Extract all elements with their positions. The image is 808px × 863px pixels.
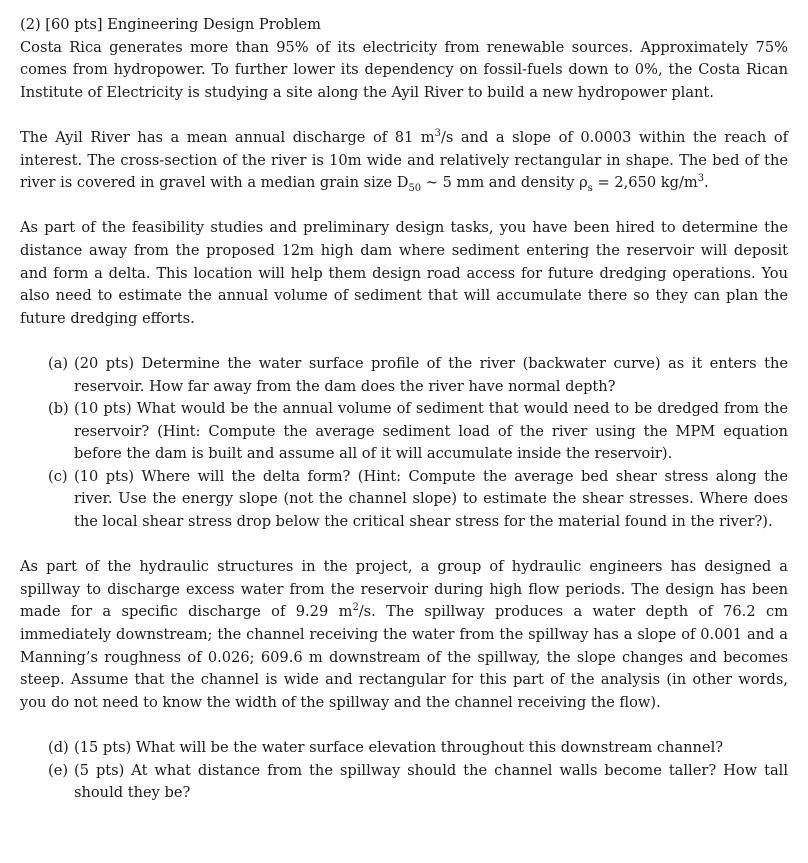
river-sub-2: s bbox=[587, 183, 593, 195]
question-text: (5 pts) At what distance from the spillway should the channel walls become taller? How tall should they be? bbox=[74, 761, 788, 802]
question-list-2 bbox=[20, 737, 788, 805]
question-text: (20 pts) Determine the water surface profile of the river (backwater curve) as it enters the reservoir. How far away from the dam does the river have normal depth? bbox=[74, 354, 788, 395]
question-text: (10 pts) Where will the delta form? (Hint: Compute the average bed shear stress along the river. Use the energy slope (not the channel slope) to estimate the shear stresses. Where does the local shear stress drop below the critical shear stress for the material found in the river?). bbox=[74, 467, 788, 531]
question-text: (10 pts) What would be the annual volume of sediment that would need to be dredged from the reservoir? (Hint: Compute the average sediment load of the river using the MPM equation before the dam is built and assume all of it will accumulate inside the reservoir). bbox=[74, 400, 788, 463]
intro-paragraph: Costa Rica generates more than 95% of its electricity from renewable sources. Approximately 75% comes from hydropower. To further lower its dependency on fossil-fuels down to 0%, the Costa Rican Institute of Electricity is studying a site along the Ayil River to build a new hydropower plant. bbox=[20, 38, 788, 101]
question-label: (b) bbox=[48, 400, 69, 418]
question-item-b bbox=[48, 398, 788, 466]
spillway-text-1: As part of the hydraulic structures in the project, a group of hydraulic engineers has designed a spillway to discharge excess water from the reservoir during high flow periods. The design has been made for a specific discharge of 9.29 m bbox=[20, 558, 788, 621]
question-item-e bbox=[48, 760, 788, 805]
spillway-text-2: /s. The spillway produces a water depth of 76.2 cm immediately downstream; the channel receiving the water from the spillway has a slope of 0.001 and a Manning’s roughness of 0.026; 609.6 m downstream of the spillway, the slope changes and becomes steep. Assume that the channel is wide and rectangular for this part of the analysis (in other words, you do not need to know the width of the spillway and the channel receiving the flow). bbox=[20, 603, 788, 711]
question-text: (15 pts) What will be the water surface elevation throughout this downstream channel? bbox=[74, 739, 724, 756]
problem-document bbox=[20, 14, 788, 805]
river-paragraph bbox=[20, 127, 788, 195]
feasibility-paragraph: As part of the feasibility studies and preliminary design tasks, you have been hired to determine the distance away from the proposed 12m high dam where sediment entering the reservoir will deposit and form a delta. This location will help them design road access for future dredging operations. You also need to estimate the annual volume of sediment that will accumulate there so they can plan the future dredging efforts. bbox=[20, 219, 788, 327]
spillway-paragraph bbox=[20, 556, 788, 714]
question-label: (c) bbox=[48, 467, 68, 485]
question-list-1 bbox=[20, 353, 788, 534]
question-item-a bbox=[48, 353, 788, 398]
river-text-5: . bbox=[704, 174, 709, 192]
river-text-2: /s and a slope of 0.0003 within the reach of interest. The cross-section of the river is 10m wide and relatively rectangular in shape. The bed of the river is covered in gravel with a median grain size D bbox=[20, 128, 789, 192]
river-sup-1: 3 bbox=[434, 128, 441, 140]
question-label: (a) bbox=[48, 354, 69, 372]
river-text-3: ~ 5 mm and density ρ bbox=[421, 174, 588, 192]
river-sup-2: 3 bbox=[697, 173, 705, 185]
river-sub-1: 50 bbox=[408, 183, 422, 195]
problem-title: (2) [60 pts] Engineering Design Problem bbox=[20, 16, 321, 33]
question-item-d bbox=[48, 737, 788, 760]
question-label: (d) bbox=[48, 739, 69, 756]
question-item-c bbox=[48, 466, 788, 534]
question-label: (e) bbox=[48, 761, 69, 779]
spillway-sup-1: 2 bbox=[352, 602, 359, 614]
river-text-1: The Ayil River has a mean annual discharge of 81 m bbox=[20, 128, 435, 146]
river-text-4: = 2,650 kg/m bbox=[592, 174, 698, 192]
